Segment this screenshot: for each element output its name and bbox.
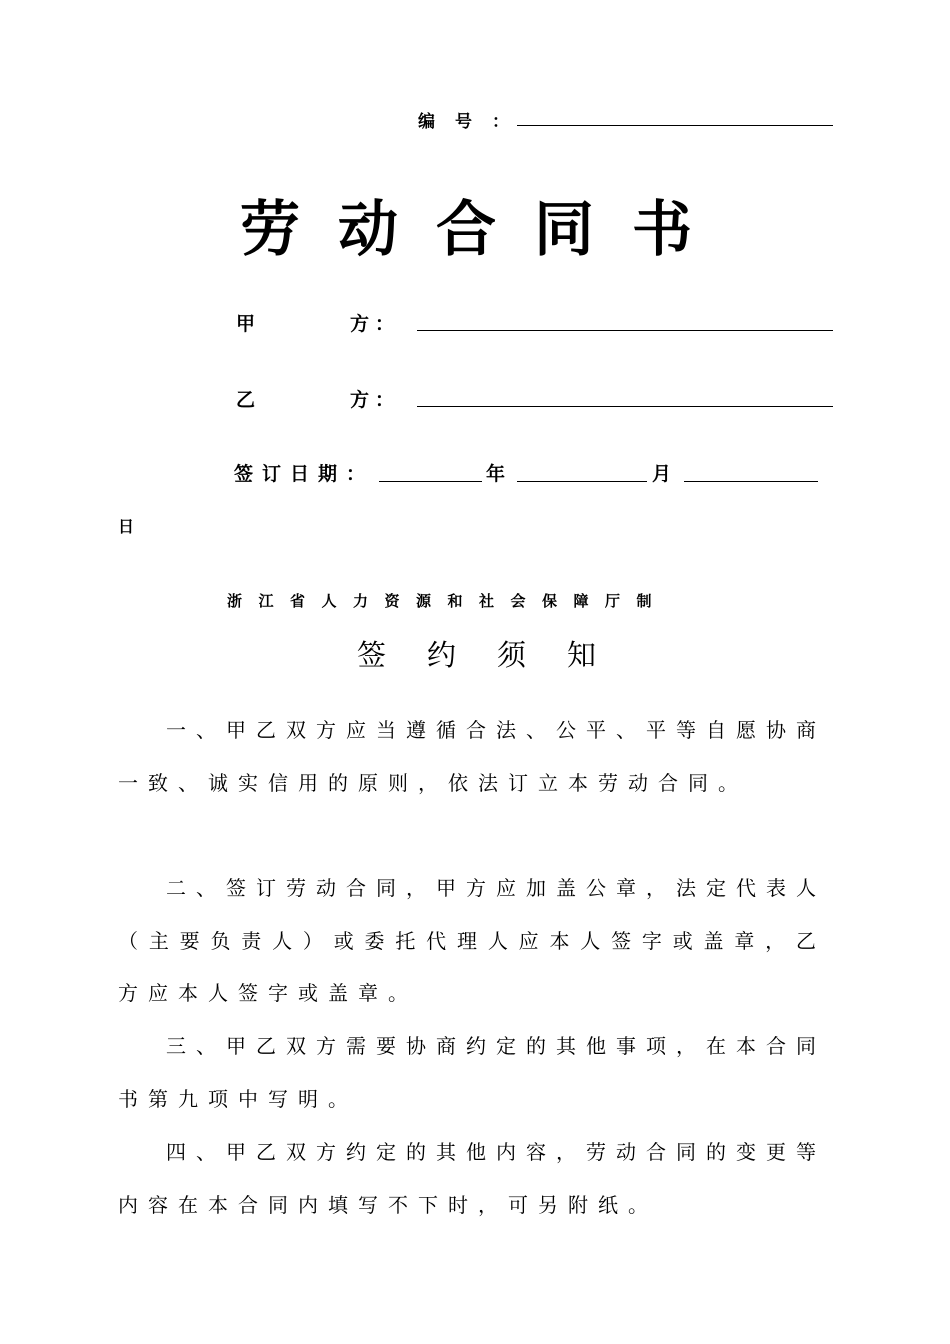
- signing-date-label: 签订日期：: [234, 463, 375, 485]
- notice-paragraph-1: 一、甲乙双方应当遵循合法、公平、平等自愿协商一致、诚实信用的原则，依法订立本劳动合同。: [118, 718, 826, 795]
- signing-month-field[interactable]: [517, 481, 647, 482]
- notice-paragraph-4: 四、甲乙双方约定的其他内容，劳动合同的变更等内容在本合同内填写不下时，可另附纸。: [118, 1140, 826, 1217]
- notice-paragraph-3: 三、甲乙双方需要协商约定的其他事项，在本合同书第九项中写明。: [118, 1034, 826, 1111]
- signing-day-field[interactable]: [684, 481, 818, 482]
- serial-number-field[interactable]: [517, 125, 833, 126]
- month-label: 月: [652, 463, 672, 485]
- party-a-char: 甲: [236, 313, 256, 335]
- party-b-char: 乙: [236, 389, 256, 411]
- day-label: 日: [118, 517, 135, 536]
- serial-number-label: 编号：: [418, 112, 529, 132]
- signing-year-field[interactable]: [379, 481, 482, 482]
- party-a-field[interactable]: [417, 330, 833, 331]
- party-b-label: 方：: [350, 389, 401, 411]
- issuer-line: 浙江省人力资源和社会保障厅制: [227, 592, 669, 610]
- party-a-label: 方：: [350, 313, 401, 335]
- document-title: 劳动合同书: [240, 195, 730, 265]
- year-label: 年: [486, 463, 506, 485]
- party-b-field[interactable]: [417, 406, 833, 407]
- notice-title: 签约须知: [357, 638, 638, 672]
- notice-paragraph-2: 二、签订劳动合同，甲方应加盖公章，法定代表人（主要负责人）或委托代理人应本人签字或盖章，乙方应本人签字或盖章。: [118, 876, 826, 1005]
